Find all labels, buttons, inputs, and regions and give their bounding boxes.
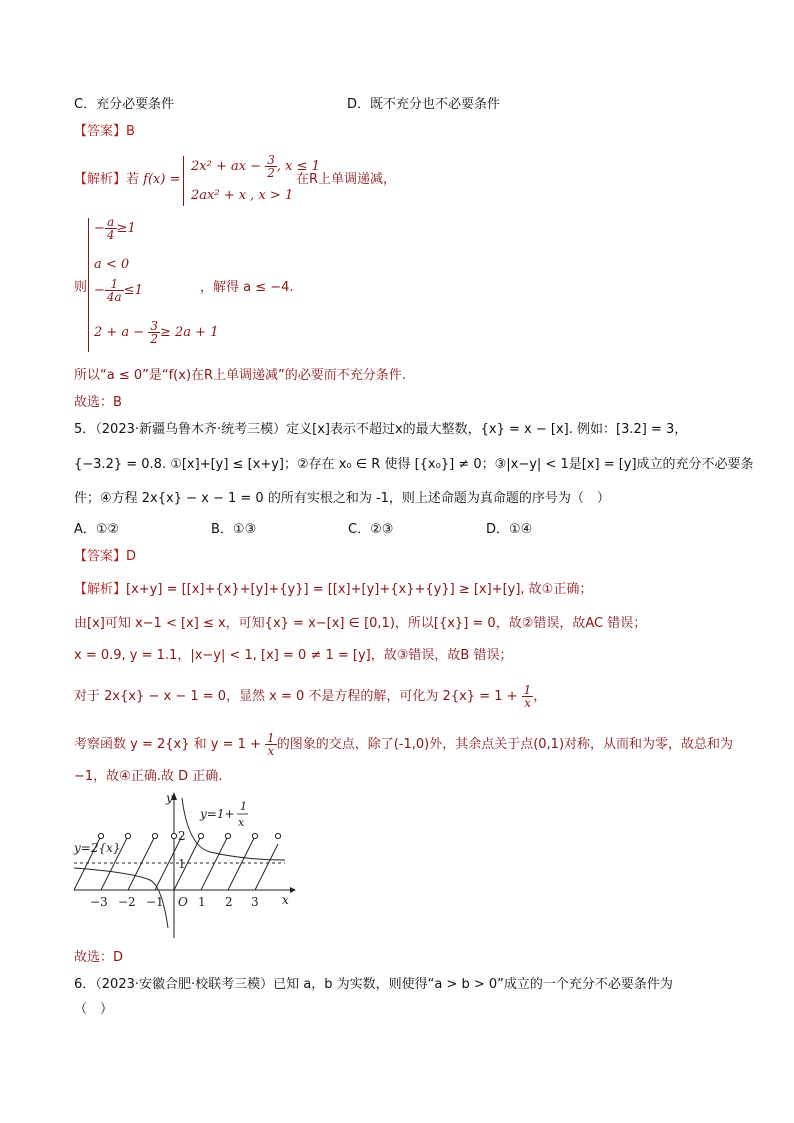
choose-q4: 故选：B [74,395,122,410]
option-d: D．既不充分也不必要条件 [347,97,501,112]
tick-y2: 2 [178,829,186,843]
q5-option-c: C．②③ [348,522,394,537]
label-curve: y=1+ [200,807,235,821]
tick-x-1: 1 [198,895,206,909]
axis-label-x: x [282,893,289,907]
choose-q5: 故选：D [74,950,124,965]
answer-line-q4 [74,122,135,142]
solve-result: ，解得 a ≤ −4. [200,280,294,295]
tick-x-3: 3 [251,895,259,909]
q5-solution-1: 【解析】[x+y] = [[x]+{x}+[y]+{y}] = [[x]+[y]+{x}+{y}] ≥ [x]+[y], 故①正确； [74,582,593,597]
conclusion-q4: 所以“a ≤ 0”是“f(x)在R上单调递减”的必要而不充分条件. [74,368,406,383]
answer-value: B [126,124,135,139]
line1-post: 在R上单调递减， [296,172,397,187]
q5-stem-1: 5．（2023·新疆乌鲁木齐·统考三模）定义[x]表示不超过x的最大整数，{x} = x − [x]. 例如：[3.2] = 3， [74,422,688,437]
q5-stem-2: {−3.2} = 0.8. ①[x]+[y] ≤ [x+y]；②存在 x₀ ∈ R 使得 [{x₀}] ≠ 0；③|x−y| < 1是[x] = [y]成立的充分不必要条 [74,457,754,472]
solution-label: 【解析】 [74,172,127,187]
q5-solution-2: 由[x]可知 x−1 < [x] ≤ x，可知{x} = x−[x] ∈ [0,1)，所以[{x}] = 0，故②错误，故AC 错误； [74,616,647,631]
q5-option-d: D．①④ [486,522,533,537]
option-c: C．充分必要条件 [74,97,175,112]
tick-y1: 1 [178,857,186,871]
solution-line-q4: 【解析】若 f(x) = [74,172,181,187]
q6-stem-1: 6．（2023·安徽合肥·校联考三模）已知 a，b 为实数，则使得“a > b > 0”成立的一个充分不必要条件为 [74,977,673,992]
answer-label: 【答案】 [74,124,127,139]
q5-solution-4: 对于 2x{x} − x − 1 = 0，显然 x = 0 不是方程的解，可化为 2{x} = 1 + $\frac{1}{x}$ ， [74,683,547,710]
open-circles [98,833,280,838]
q5-solution-5: 考察函数 y = 2{x} 和 y = 1 + $\frac{1}{x}$ 的图象的交点，除了(-1,0)外，其余点关于点(0,1)对称，从而和为零，故总和为 [74,731,734,758]
q6-stem-2: （ ） [74,1002,114,1017]
q5-solution-3: x = 0.9, y = 1.1，|x−y| < 1, [x] = 0 ≠ 1 = [y]，故③错误，故B 错误； [74,648,513,663]
axis-label-y: y [166,791,173,805]
piecewise-function: 2x² + ax − $\frac{3}{2}$ , x ≤ 1 2ax² + x , x > 1 [183,152,303,210]
conditions-system: − $\frac{a}{4}$ ≥1 a < 0 − $\frac{1}{4a}$ ≤1 2 + a − $\frac{3}{2}$ ≥ 2a + 1 [88,214,198,354]
x-axis-arrow [290,887,296,893]
then-label: 则 [74,280,88,295]
q5-stem-3: 件；④方程 2x{x} − x − 1 = 0 的所有实根之和为 -1，则上述命题为真命题的序号为（ ） [74,491,610,506]
q5-solution-6: −1，故④正确.故 D 正确. [74,769,223,784]
answer-line-q5: 【答案】D [74,549,137,564]
left-brace [183,156,184,206]
origin-label: O [178,895,188,909]
tick-x-m2: −2 [118,895,136,909]
tick-x-2: 2 [225,895,233,909]
q5-option-a: A．①② [74,522,120,537]
tick-x-m3: −3 [90,895,108,909]
label-sawtooth: y=2{x} [74,841,121,855]
label-curve-den: x [238,816,245,829]
label-curve-num: 1 [240,800,247,813]
function-graph [70,788,300,944]
tick-x-m1: −1 [146,895,164,909]
q5-option-b: B．①③ [211,522,257,537]
left-brace [88,218,89,352]
